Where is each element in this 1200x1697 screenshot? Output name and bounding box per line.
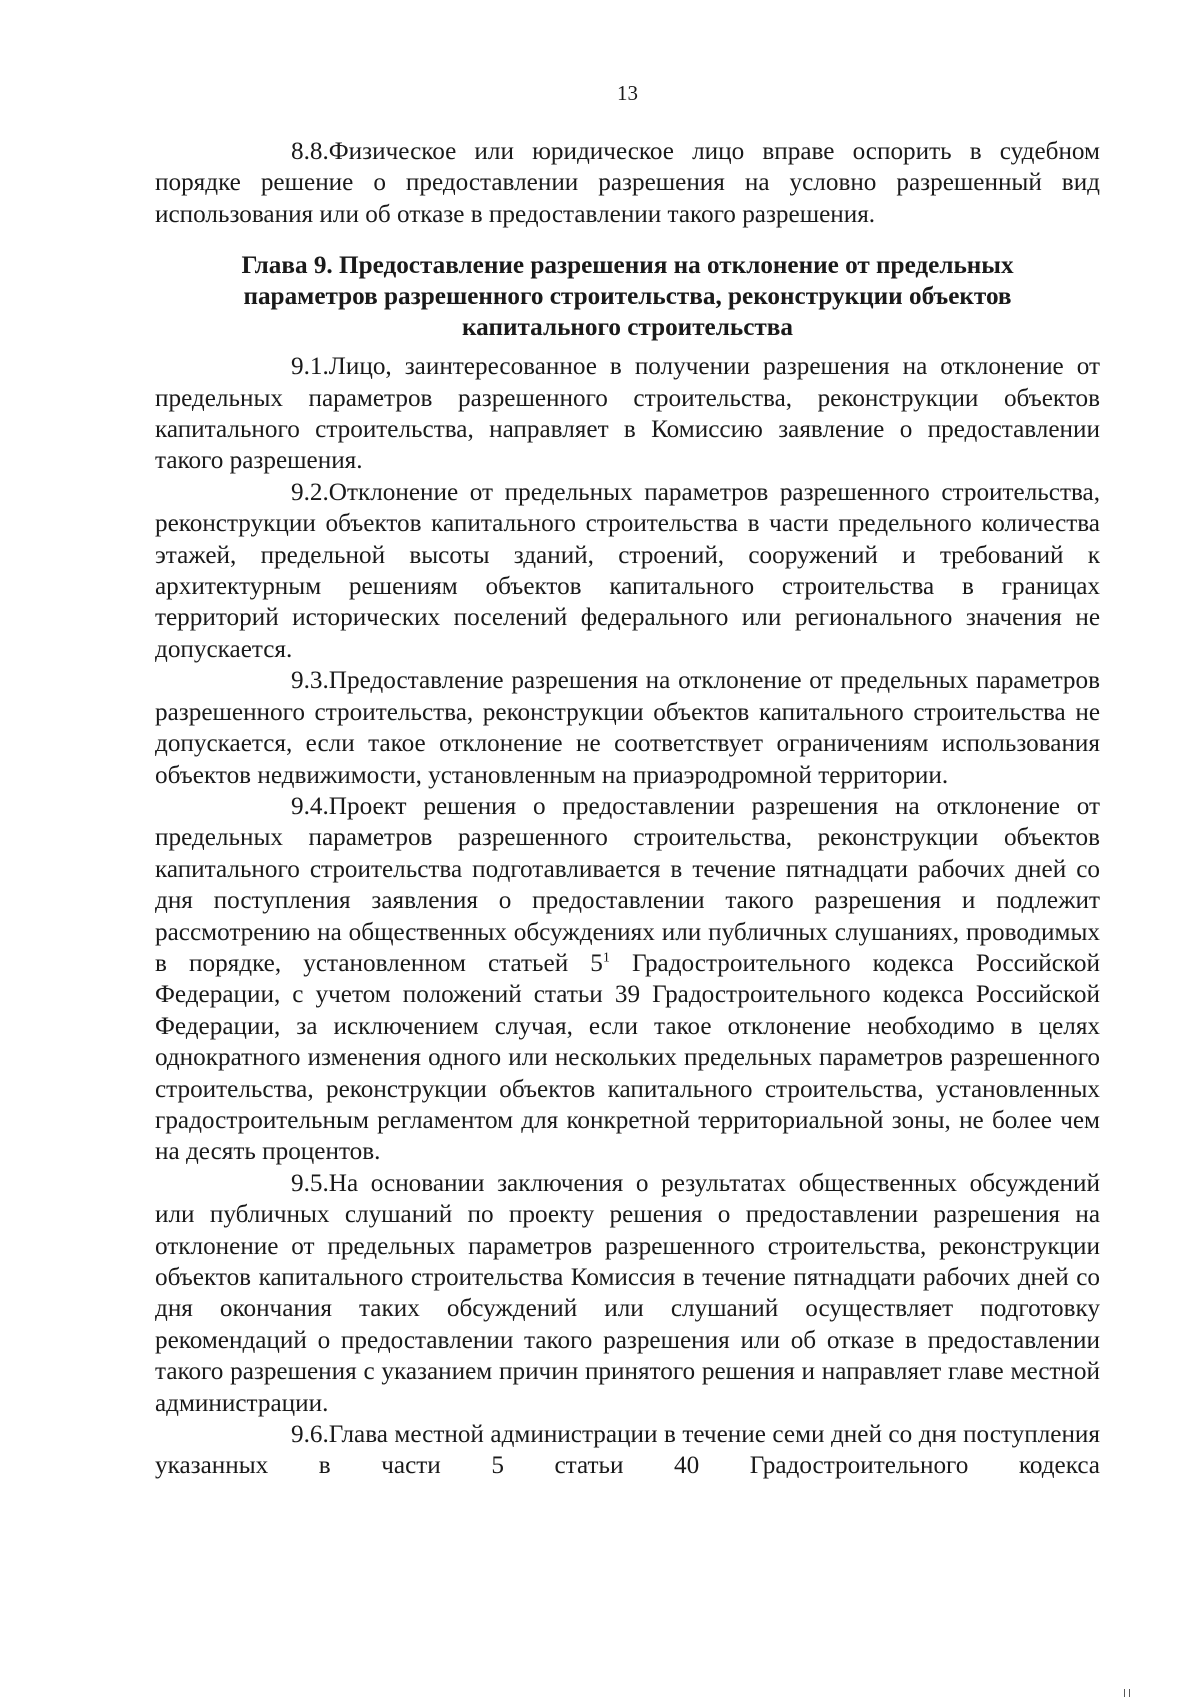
paragraph-number: 9.1. [291,353,329,381]
paragraph-number: 9.5. [291,1169,329,1197]
paragraph-9-1 [155,351,1100,477]
paragraph-number: 8.8. [291,138,329,165]
paragraph-8-8 [155,136,1100,230]
paragraph-number: 9.2. [291,478,329,506]
paragraph-9-3 [155,665,1100,791]
paragraph-9-5 [155,1168,1100,1419]
paragraph-9-6 [155,1419,1100,1482]
paragraph-text: Лицо, заинтересованное в получении разрешения на отклонение от предельных параметров разрешенного строительства, реконструкции объектов капитального строительства, направляет в Комиссию заявление о предоставлении такого разрешения. [155,353,1100,475]
scan-artifact-mark [1120,1687,1140,1697]
paragraph-text-continued: Градостроительного кодекса Российской Федерации, с учетом положений статьи 39 Градостроительного кодекса Российской Федерации, за исключением случая, если такое отклонение необходимо в целях однократного изменения одного или нескольких предельных параметров разрешенного строительства, реконструкции объектов капитального строительства, установленных градостроительным регламентом для конкретной территориальной зоны, не более чем на десять процентов. [155,949,1100,1166]
paragraph-text: Проект решения о предоставлении разрешения на отклонение от предельных параметров разрешенного строительства, реконструкции объектов капитального строительства подготавливается в течение пятнадцати рабочих дней со дня поступления заявления о предоставлении такого разрешения и подлежит рассмотрению на общественных обсуждениях или публичных слушаниях, проводимых в порядке, установленном статьей 5 [155,792,1100,977]
chapter-title-line: параметров разрешенного строительства, реконструкции объектов [243,283,1012,311]
paragraph-9-2 [155,477,1100,665]
article-superscript: 1 [602,950,610,966]
chapter-title-line: капитального строительства [462,314,793,342]
document-body [155,136,1100,1482]
paragraph-text: Глава местной администрации в течение семи дней со дня поступления указанных в части 5 статьи 40 Градостроительного кодекса [155,1421,1100,1480]
paragraph-9-4 [155,791,1100,1168]
chapter-title-line: Глава 9. Предоставление разрешения на отклонение от предельных [241,252,1014,280]
chapter-title [155,250,1100,343]
page-number: 13 [617,81,638,105]
paragraph-text: Отклонение от предельных параметров разрешенного строительства, реконструкции объектов капитального строительства в части предельного количества этажей, предельной высоты зданий, строений, сооружений и требований к архитектурным решениям объектов капитального строительства в границах территорий исторических поселений федерального или регионального значения не допускается. [155,478,1100,663]
paragraph-number: 9.4. [291,792,329,820]
paragraph-number: 9.6. [291,1421,329,1449]
paragraph-text: Физическое или юридическое лицо вправе оспорить в судебном порядке решение о предоставлении разрешения на условно разрешенный вид использования или об отказе в предоставлении такого разрешения. [155,138,1100,228]
paragraph-number: 9.3. [291,667,329,695]
paragraph-text: Предоставление разрешения на отклонение от предельных параметров разрешенного строительства, реконструкции объектов капитального строительства не допускается, если такое отклонение не соответствует ограничениям использования объектов недвижимости, установленным на приаэродромной территории. [155,667,1100,789]
paragraph-text: На основании заключения о результатах общественных обсуждений или публичных слушаний по проекту решения о предоставлении разрешения на отклонение от предельных параметров разрешенного строительства, реконструкции объектов капитального строительства Комиссия в течение пятнадцати рабочих дней со дня окончания таких обсуждений или слушаний осуществляет подготовку рекомендаций о предоставлении такого разрешения или об отказе в предоставлении такого разрешения с указанием причин принятого решения и направляет главе местной администрации. [155,1169,1100,1417]
